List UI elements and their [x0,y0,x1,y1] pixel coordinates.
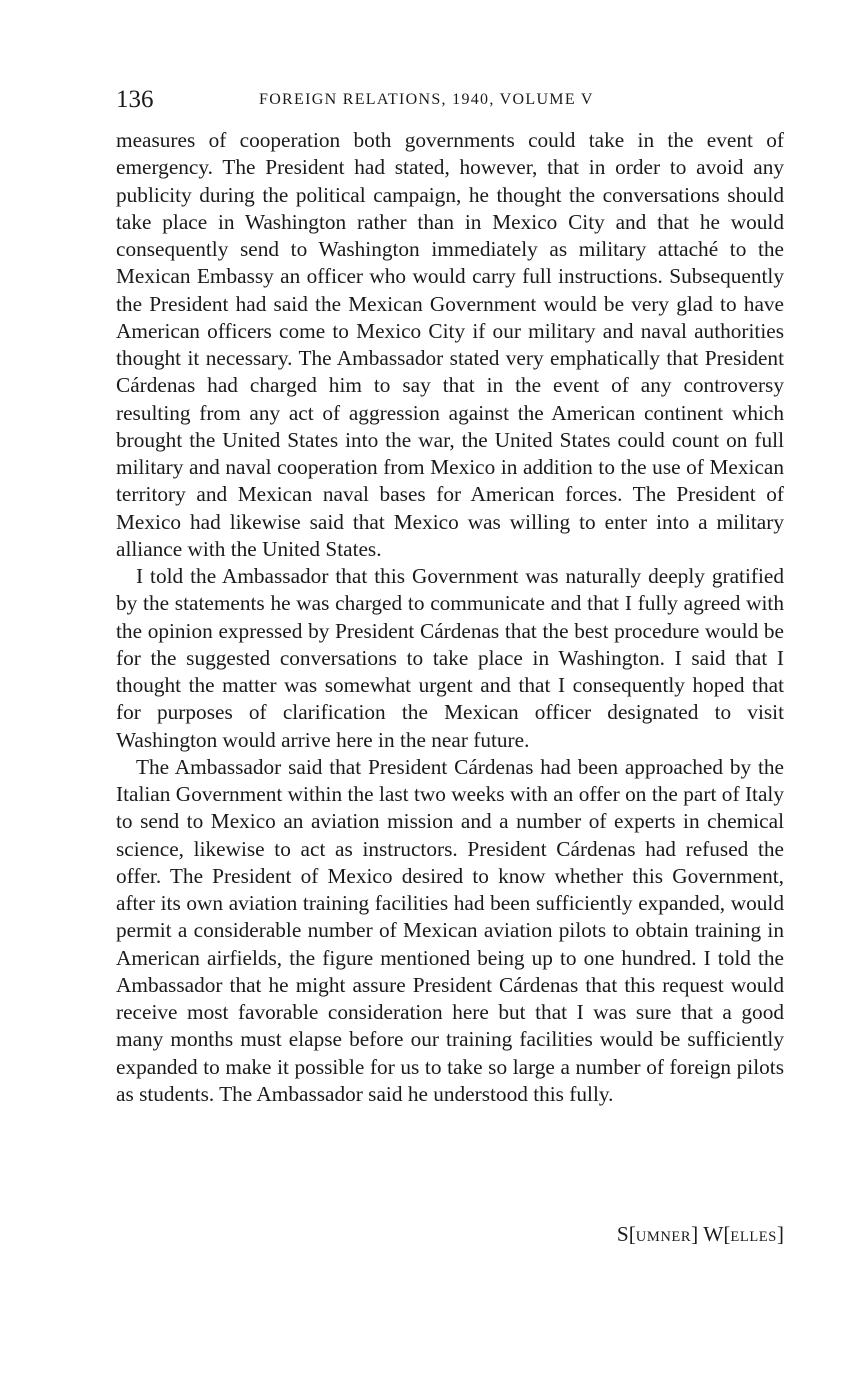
signature-first-initial: S [616,1222,629,1246]
running-title: FOREIGN RELATIONS, 1940, VOLUME V [259,91,594,108]
paragraph-italian-offer: The Ambassador said that President Cárdenas had been approached by the Italian Government within the last two weeks with an offer on the part of Italy to send to Mexico an aviation mission and a number of experts in chemical science, likewise to act as instructors. President Cárdenas had refused the offer. The President of Mexico desired to know whether this Government, after its own aviation training facilities had been sufficiently expanded, would permit a considerable number of Mexican aviation pilots to obtain training in American airfields, the figure mentioned being up to one hundred. I told the Ambassador that he might assure President Cárdenas that this request would receive most favorable consideration here but that I was sure that a good many months must elapse before our training facilities would be sufficiently expanded to make it possible for us to take so large a number of foreign pilots as students. The Ambassador said he understood this fully. [116,754,784,1106]
signature: S[UMNER] W[ELLES] [616,1222,784,1246]
running-head [116,84,784,116]
signature-last-rest: ELLES [730,1229,777,1245]
body-text [116,127,784,1108]
signature-last-initial: W [703,1222,724,1246]
paragraph-reply: I told the Ambassador that this Government was naturally deeply gratified by the statements he was charged to communicate and that I fully agreed with the opinion expressed by President Cárdenas that the best procedure would be for the suggested conversations to take place in Washington. I said that I thought the matter was somewhat urgent and that I consequently hoped that for purposes of clarification the Mexican officer designated to visit Washington would arrive here in the near future. [116,564,784,752]
signature-first-rest: UMNER [635,1229,692,1245]
paragraph-continued: measures of cooperation both governments could take in the event of emergency. The President had stated, however, that in order to avoid any publicity during the political campaign, he thought the conversations should take place in Washington rather than in Mexico City and that he would consequently send to Washington immediately as military attaché to the Mexican Embassy an officer who would carry full instructions. Subsequently the President had said the Mexican Government would be very glad to have American officers come to Mexico City if our military and naval authorities thought it necessary. The Ambassador stated very emphatically that President Cárdenas had charged him to say that in the event of any controversy resulting from any act of aggression against the American continent which brought the United States into the war, the United States could count on full military and naval cooperation from Mexico in addition to the use of Mexican territory and Mexican naval bases for American forces. The President of Mexico had likewise said that Mexico was willing to enter into a military alliance with the United States. [116,128,784,561]
page-number: 136 [116,86,154,113]
